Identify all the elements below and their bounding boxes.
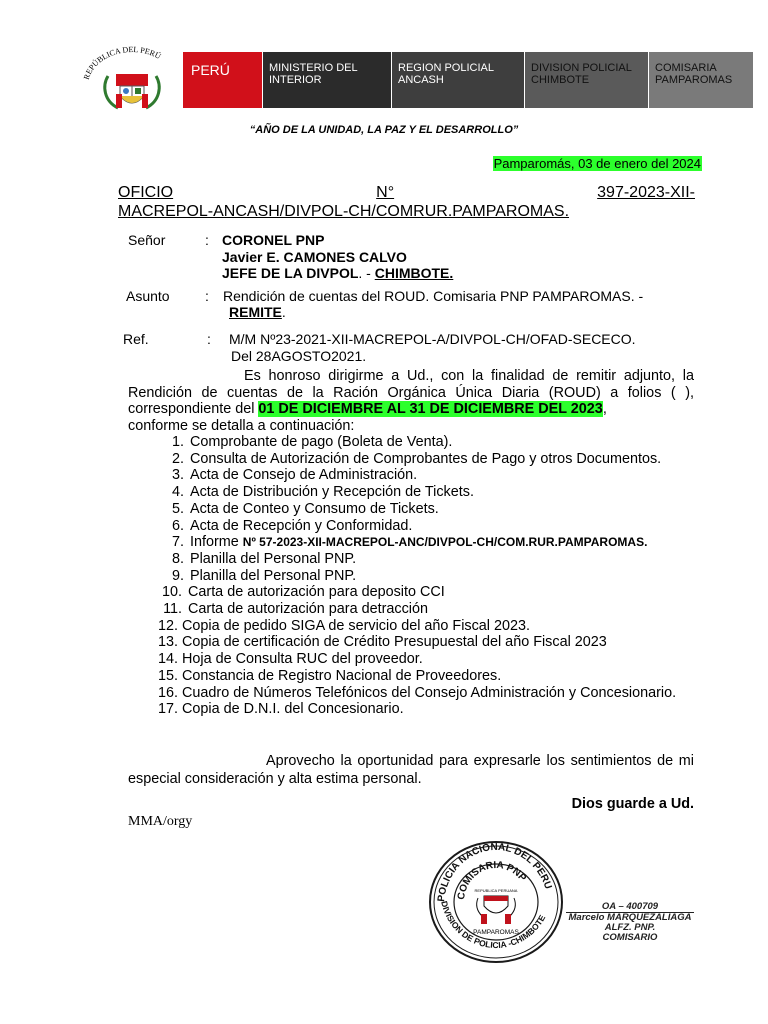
body-text-comma: ,	[602, 401, 607, 417]
recipient-rank: CORONEL PNP	[222, 232, 325, 248]
list-item-text: Constancia de Registro Nacional de Proveedores.	[182, 667, 502, 684]
asunto-text: Rendición de cuentas del ROUD. Comisaria PNP PAMPAROMAS. -	[223, 288, 644, 304]
oficio-word: OFICIO	[118, 184, 174, 201]
list-item-text: Acta de Consejo de Administración.	[190, 467, 418, 484]
list-item	[128, 701, 728, 718]
list-item-number: 15.	[158, 667, 179, 684]
seal-shield-text: REPUBLICA PERUANA	[474, 888, 518, 893]
signature-rank: ALFZ. PNP.	[604, 922, 656, 933]
list-item	[128, 484, 728, 501]
oficio-num-sign: N°	[376, 184, 395, 201]
list-item-text: Acta de Recepción y Conformidad.	[190, 517, 413, 534]
seal-bottom-text: DIVISION DE POLICIA -CHIMBOTE	[439, 899, 548, 951]
recipient-position	[222, 265, 453, 281]
oficio-number	[118, 183, 695, 221]
recipient-position-title: JEFE DE LA DIVPOL	[222, 265, 359, 281]
list-item-text: Carta de autorización para deposito CCI	[188, 584, 445, 601]
body-continuation: conforme se detalla a continuación:	[128, 417, 355, 434]
date-line: Pamparomás, 03 de enero del 2024	[493, 156, 701, 171]
list-item	[128, 668, 728, 685]
list-item-number: 3.	[171, 467, 184, 484]
list-item-text: Acta de Conteo y Consumo de Tickets.	[190, 500, 439, 517]
signature-role: COMISARIO	[602, 932, 658, 943]
header-region-policial: REGION POLICIAL ANCASH	[392, 52, 525, 108]
list-item	[128, 651, 728, 668]
list-item-text: Hoja de Consulta RUC del proveedor.	[182, 651, 423, 668]
list-item-text: Copia de pedido SIGA de servicio del año Fiscal 2023.	[182, 617, 531, 634]
list-item-number: 2.	[171, 450, 184, 467]
recipient-city: CHIMBOTE.	[374, 265, 454, 281]
list-item	[128, 568, 728, 585]
asunto-remite	[229, 304, 286, 320]
oficio-number-part1: 397-2023-XII-	[597, 184, 695, 201]
list-item-number: 13.	[158, 634, 179, 651]
list-item-number: 12.	[158, 617, 179, 634]
oficio-number-part2: MACREPOL-ANCASH/DIVPOL-CH/COMRUR.PAMPAROMAS.	[118, 203, 570, 220]
list-item-number: 8.	[171, 550, 184, 567]
list-item-text: Carta de autorización para detracción	[188, 601, 428, 618]
list-item-text: Informe	[190, 534, 243, 551]
crest-label: REPÚBLICA DEL PERÚ	[81, 46, 163, 81]
closing-paragraph	[128, 752, 694, 788]
list-item	[128, 534, 728, 551]
list-item-text: Copia de D.N.I. del Concesionario.	[182, 701, 404, 718]
list-item	[128, 551, 728, 568]
list-item-text: Planilla del Personal PNP.	[190, 550, 357, 567]
list-item-number: 7.	[171, 534, 184, 551]
list-item	[128, 467, 728, 484]
svg-text:POLICIA NACIONAL DEL PERU	[436, 842, 553, 903]
list-item-text: Cuadro de Números Telefónicos del Consejo Administración y Concesionario.	[182, 684, 677, 701]
list-item-text: Copia de certificación de Crédito Presupuestal del año Fiscal 2023	[182, 634, 607, 651]
period-highlight: 01 DE DICIEMBRE AL 31 DE DICIEMBRE DEL 2023	[258, 401, 603, 417]
senor-label: Señor	[128, 232, 166, 248]
header-peru: PERÚ	[183, 52, 263, 108]
list-item-number: 16.	[158, 684, 179, 701]
list-item	[128, 685, 728, 702]
remite-dot: .	[281, 304, 286, 320]
body-text	[128, 368, 694, 418]
ref-line1: M/M Nº23-2021-XII-MACREPOL-A/DIVPOL-CH/OFAD-SECECO.	[229, 331, 636, 347]
attachments-list	[128, 434, 728, 718]
list-item	[128, 634, 728, 651]
signature-block	[560, 902, 700, 943]
seal-outer-text: POLICIA NACIONAL DEL PERU	[436, 841, 554, 903]
list-item	[128, 601, 728, 618]
remite-word: REMITE	[229, 304, 282, 320]
list-item	[128, 501, 728, 518]
recipient-position-sep: . -	[358, 265, 375, 281]
header-comisaria: COMISARIA PAMPAROMAS	[649, 52, 753, 108]
ref-label: Ref.	[123, 331, 149, 347]
recipient-name: Javier E. CAMONES CALVO	[222, 249, 407, 265]
svg-text:COMISARIA PNP	[456, 860, 528, 901]
year-motto: “AÑO DE LA UNIDAD, LA PAZ Y EL DESARROLLO”	[249, 124, 519, 136]
senor-colon: :	[205, 232, 209, 248]
body-paragraph	[128, 368, 694, 434]
ref-line2: Del 28AGOSTO2021.	[231, 348, 367, 364]
seal-inner-text: COMISARIA PNP	[455, 859, 529, 901]
list-item-number: 17.	[158, 701, 179, 718]
dios-guarde: Dios guarde a Ud.	[571, 796, 694, 812]
list-item-text: Planilla del Personal PNP.	[190, 567, 357, 584]
header-ministerio: MINISTERIO DEL INTERIOR	[263, 52, 392, 108]
list-item-number: 14.	[158, 651, 179, 668]
list-item-number: 1.	[171, 434, 184, 450]
informe-number: Nº 57-2023-XII-MACREPOL-ANC/DIVPOL-CH/COM.RUR.PAMPAROMAS.	[242, 535, 648, 550]
list-item-text: Acta de Distribución y Recepción de Tickets.	[190, 484, 474, 501]
list-item-number: 4.	[171, 484, 184, 501]
list-item	[128, 584, 728, 601]
signature-cip: OA – 400709	[601, 901, 659, 912]
list-item-number: 11.	[163, 601, 182, 618]
asunto-colon: :	[205, 288, 209, 304]
body-text-main: Es honroso dirigirme a Ud., con la finalidad de remitir adjunto, la Rendición de cuentas de la Ración Orgánica Única Diaria (ROUD) a folios ( ), correspondiente del	[128, 368, 694, 417]
list-item	[128, 451, 728, 468]
initials: MMA/orgy	[128, 814, 193, 829]
list-item-text: Consulta de Autorización de Comprobantes de Pago y otros Documentos.	[190, 450, 662, 467]
list-item-number: 10.	[161, 584, 182, 601]
header-division-policial: DIVISION POLICIAL CHIMBOTE	[525, 52, 649, 108]
list-item-number: 5.	[171, 500, 184, 517]
list-item	[128, 434, 728, 451]
list-item	[128, 518, 728, 535]
asunto-label: Asunto	[126, 288, 170, 304]
seal-pamparomas: PAMPAROMAS	[473, 929, 519, 936]
list-item-number: 6.	[171, 517, 184, 534]
list-item-number: 9.	[171, 567, 184, 584]
list-item	[128, 618, 728, 635]
closing-text: Aprovecho la oportunidad para expresarle los sentimientos de mi especial consideración y alta estima personal.	[128, 753, 694, 787]
list-item-text: Comprobante de pago (Boleta de Venta).	[190, 434, 453, 450]
signature-name: Marcelo MARQUEZALIAGA	[568, 912, 692, 923]
ref-colon: :	[207, 331, 211, 347]
peru-coat-of-arms	[78, 46, 186, 118]
comisaria-seal	[426, 836, 566, 964]
